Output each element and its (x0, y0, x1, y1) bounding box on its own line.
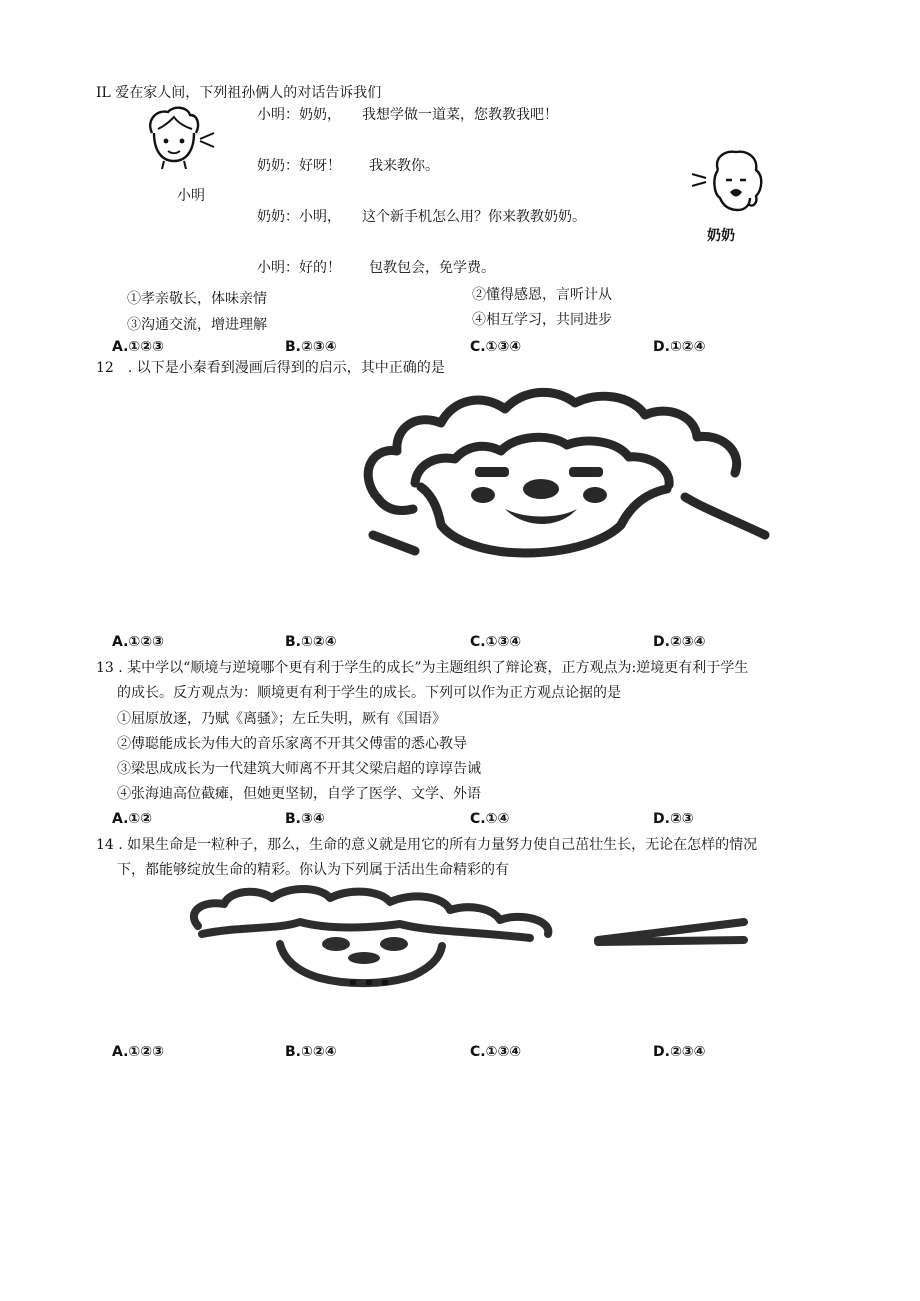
grandma-comic-image (355, 385, 775, 560)
q13-option-3: ③梁思成成长为一代建筑大师离不开其父梁启超的谆谆告诫 (117, 761, 481, 777)
dialogue-line-3: 奶奶：小明， 这个新手机怎么用？你来教教奶奶。 (257, 209, 586, 225)
q12-answer-d[interactable]: D.②③④ (653, 634, 706, 650)
boy-caption: 小明 (177, 188, 205, 204)
q14-answer-a[interactable]: A.①②③ (112, 1044, 164, 1060)
q11-answer-c[interactable]: C.①③④ (470, 339, 522, 355)
boy-cartoon (140, 103, 220, 173)
dialogue-line-2: 奶奶：好呀！ 我来教你。 (257, 158, 439, 174)
q13-answer-d[interactable]: D.②③ (653, 811, 694, 827)
dialogue-line-1: 小明：奶奶， 我想学做一道菜，您教教我吧！ (257, 107, 558, 123)
q11-option-2: ②懂得感恩，言听计从 (472, 287, 612, 303)
q14-answer-d[interactable]: D.②③④ (653, 1044, 706, 1060)
dialogue-line-4: 小明：好的！ 包教包会，免学费。 (257, 260, 495, 276)
q13-option-2: ②傅聪能成长为伟大的音乐家离不开其父傅雷的悉心教导 (117, 736, 467, 752)
q13-option-4: ④张海迪高位截瘫，但她更坚韧，自学了医学、文学、外语 (117, 786, 481, 802)
q14-answer-b[interactable]: B.①②④ (285, 1044, 337, 1060)
q13-option-1: ①屈原放逐，乃赋《离骚》；左丘失明，厥有《国语》 (117, 711, 446, 727)
q14-answer-c[interactable]: C.①③④ (470, 1044, 522, 1060)
boy-comic-image (180, 882, 750, 992)
q11-answer-b[interactable]: B.②③④ (285, 339, 337, 355)
q11-option-1: ①孝亲敬长，体味亲情 (127, 291, 267, 307)
q11-option-3: ③沟通交流，增进理解 (127, 317, 267, 333)
q13-stem-line-1: 13 . 某中学以“顺境与逆境哪个更有利于学生的成长”为主题组织了辩论赛，正方观点为:逆境更有利于学生 (96, 660, 749, 676)
q11-answer-d[interactable]: D.①②④ (653, 339, 706, 355)
q12-answer-b[interactable]: B.①②④ (285, 634, 337, 650)
q13-answer-a[interactable]: A.①② (112, 811, 153, 827)
q12-answer-c[interactable]: C.①③④ (470, 634, 522, 650)
q13-answer-c[interactable]: C.①④ (470, 811, 510, 827)
q11-answer-a[interactable]: A.①②③ (112, 339, 164, 355)
q13-stem-line-2: 的成长。反方观点为：顺境更有利于学生的成长。下列可以作为正方观点论据的是 (117, 685, 621, 701)
q12-answer-a[interactable]: A.①②③ (112, 634, 164, 650)
q11-stem: IL 爱在家人间，下列祖孙俩人的对话告诉我们 (96, 85, 382, 101)
grandma-cartoon (686, 146, 770, 216)
q14-stem-line-2: 下，都能够绽放生命的精彩。你认为下列属于活出生命精彩的有 (117, 862, 509, 878)
q11-option-4: ④相互学习，共同进步 (472, 312, 612, 328)
q13-answer-b[interactable]: B.③④ (285, 811, 325, 827)
grandma-caption: 奶奶 (707, 228, 735, 244)
q12-stem: 12 . 以下是小秦看到漫画后得到的启示，其中正确的是 (96, 360, 445, 376)
q14-stem-line-1: 14 . 如果生命是一粒种子，那么，生命的意义就是用它的所有力量努力使自己茁壮生长，无论在怎样的情况 (96, 837, 758, 853)
